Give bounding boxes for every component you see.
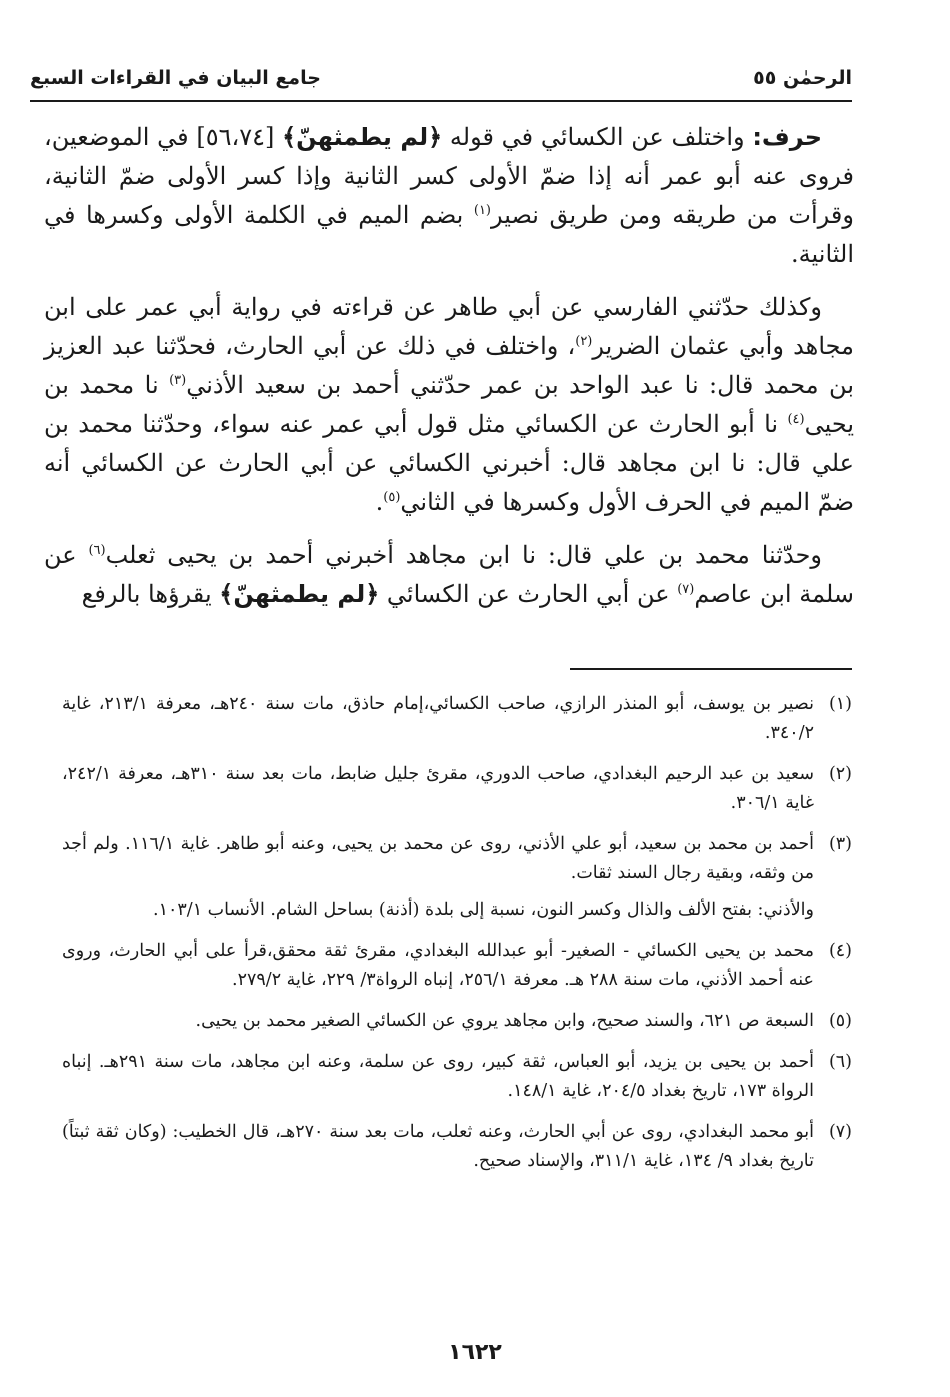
- text-run: بضم الميم في الكلمة الأولى وكسرها في الثانية.: [44, 201, 854, 268]
- text-run: وكذلك حدّثني الفارسي عن أبي طاهر عن قراءته في رواية أبي عمر على ابن مجاهد وأبي عثمان الضرير: [44, 293, 854, 360]
- text-run: عن سلمة ابن عاصم: [44, 541, 854, 608]
- footnote-number: (٢): [828, 764, 852, 784]
- footnote-2: [62, 760, 852, 818]
- footnote-ref: (٢): [575, 334, 593, 349]
- main-text: [44, 118, 854, 628]
- page-header: [30, 58, 852, 98]
- text-run: [٥٦،٧٤] في الموضعين، فروى عنه أبو عمر أنه إذا ضمّ الأولى كسر الثانية وإذا كسر الأولى ضمّ الثانية، وقرأت من طريقه ومن طريق نصير: [44, 123, 854, 229]
- footnote-1: [62, 690, 852, 748]
- quran-quote: ﴿لم يطمثهنّ﴾: [282, 123, 443, 151]
- footnote-ref: (٣): [169, 373, 187, 388]
- footnote-text: أحمد بن يحيى بن يزيد، أبو العباس، ثقة كبير، روى عن سلمة، وعنه ابن مجاهد، مات سنة ٢٩١هـ. إنباه الرواة ١٧٣، تاريخ بغداد ٢٠٤/٥، غاية ١٤٨/١.: [62, 1052, 814, 1101]
- text-run: واختلف عن الكسائي في قوله: [442, 123, 753, 151]
- footnote-5: [62, 1007, 852, 1036]
- footnote-6: [62, 1048, 852, 1106]
- paragraph-3: [44, 536, 854, 614]
- footnote-number: (٧): [828, 1122, 852, 1142]
- paragraph-1: [44, 118, 854, 274]
- footnotes: [62, 690, 852, 1188]
- text-run: وحدّثنا محمد بن علي قال: نا ابن مجاهد أخبرني أحمد بن يحيى ثعلب: [105, 541, 822, 569]
- text-run: نا أبو الحارث عن الكسائي مثل قول أبي عمر عنه سواء، وحدّثنا محمد بن علي قال: نا ابن مجاهد قال: أخبرني الكسائي عن أبي الحارث عن الكسائي أنه ضمّ الميم في الحرف الأول وكسرها في الثاني: [44, 410, 854, 516]
- text-run: عن أبي الحارث عن الكسائي: [379, 580, 678, 608]
- footnote-number: (٣): [828, 834, 852, 854]
- footnote-ref: (١): [473, 203, 491, 218]
- footnote-text: نصير بن يوسف، أبو المنذر الرازي، صاحب الكسائي،إمام حاذق، مات سنة ٢٤٠هـ، معرفة ٢١٣/١، غاية ٣٤٠/٢.: [62, 694, 814, 743]
- quran-quote: ﴿لم يطمثهنّ﴾: [219, 580, 380, 608]
- footnote-text: أحمد بن محمد بن سعيد، أبو علي الأذني، روى عن محمد بن يحيى، وعنه أبو طاهر. غاية ١١٦/١. ولم أجد من وثقه، وبقية رجال السند ثقات.: [62, 834, 815, 883]
- footnote-text: السبعة ص ٦٢١، والسند صحيح، وابن مجاهد يروي عن الكسائي الصغير محمد بن يحيى.: [195, 1011, 814, 1031]
- footnote-ref: (٤): [787, 412, 805, 427]
- footnote-number: (١): [828, 694, 852, 714]
- footnote-7: [62, 1118, 852, 1176]
- page-number: ١٦٢٢: [448, 1340, 502, 1365]
- text-run: يقرؤها بالرفع: [81, 580, 220, 608]
- footnote-ref: (٥): [383, 490, 401, 505]
- running-head-left: جامع البيان في القراءات السبع: [30, 67, 321, 89]
- footnote-ref: (٧): [677, 582, 695, 597]
- footnote-text: سعيد بن عبد الرحيم البغدادي، صاحب الدوري، مقرئ جليل ضابط، مات بعد سنة ٣١٠هـ، معرفة ٢٤٢/١، غاية ٣٠٦/١.: [62, 764, 814, 813]
- text-run: ، واختلف في ذلك عن أبي الحارث، فحدّثنا عبد العزيز بن محمد قال: نا عبد الواحد بن عمر حدّثني أحمد بن سعيد الأذني: [44, 332, 854, 399]
- footnote-ref: (٦): [88, 543, 106, 558]
- footnote-number: (٦): [828, 1052, 852, 1072]
- footnote-number: (٥): [828, 1011, 852, 1031]
- text-run: .: [375, 488, 384, 516]
- footnote-number: (٤): [828, 941, 852, 961]
- paragraph-2: [44, 288, 854, 522]
- footnote-separator: [570, 668, 852, 670]
- footnote-text: أبو محمد البغدادي، روى عن أبي الحارث، وعنه ثعلب، مات بعد سنة ٢٧٠هـ، قال الخطيب: (وكان ثقة ثبتاً) تاريخ بغداد ٩/ ١٣٤، غاية ٣١١/١، والإسناد صحيح.: [62, 1122, 814, 1171]
- footnote-4: [62, 937, 852, 995]
- text-run: نا محمد بن يحيى: [44, 371, 854, 438]
- header-rule: [30, 100, 852, 102]
- running-head-right: الرحمٰن ٥٥: [753, 67, 852, 89]
- footnote-extra: والأذني: بفتح الألف والذال وكسر النون، نسبة إلى بلدة (أذنة) بساحل الشام. الأنساب ١٠٣/١.: [153, 900, 814, 920]
- footnote-text: محمد بن يحيى الكسائي - الصغير- أبو عبدالله البغدادي، مقرئ ثقة محقق،قرأ على أبي الحارث، وروى عنه أحمد الأذني، مات سنة ٢٨٨ هـ. معرفة ٢٥٦/١، إنباه الرواة٣/ ٢٢٩، غاية ٢٧٩/٢.: [62, 941, 814, 990]
- footnote-3: [62, 830, 852, 925]
- section-lead: حرف:: [752, 123, 823, 151]
